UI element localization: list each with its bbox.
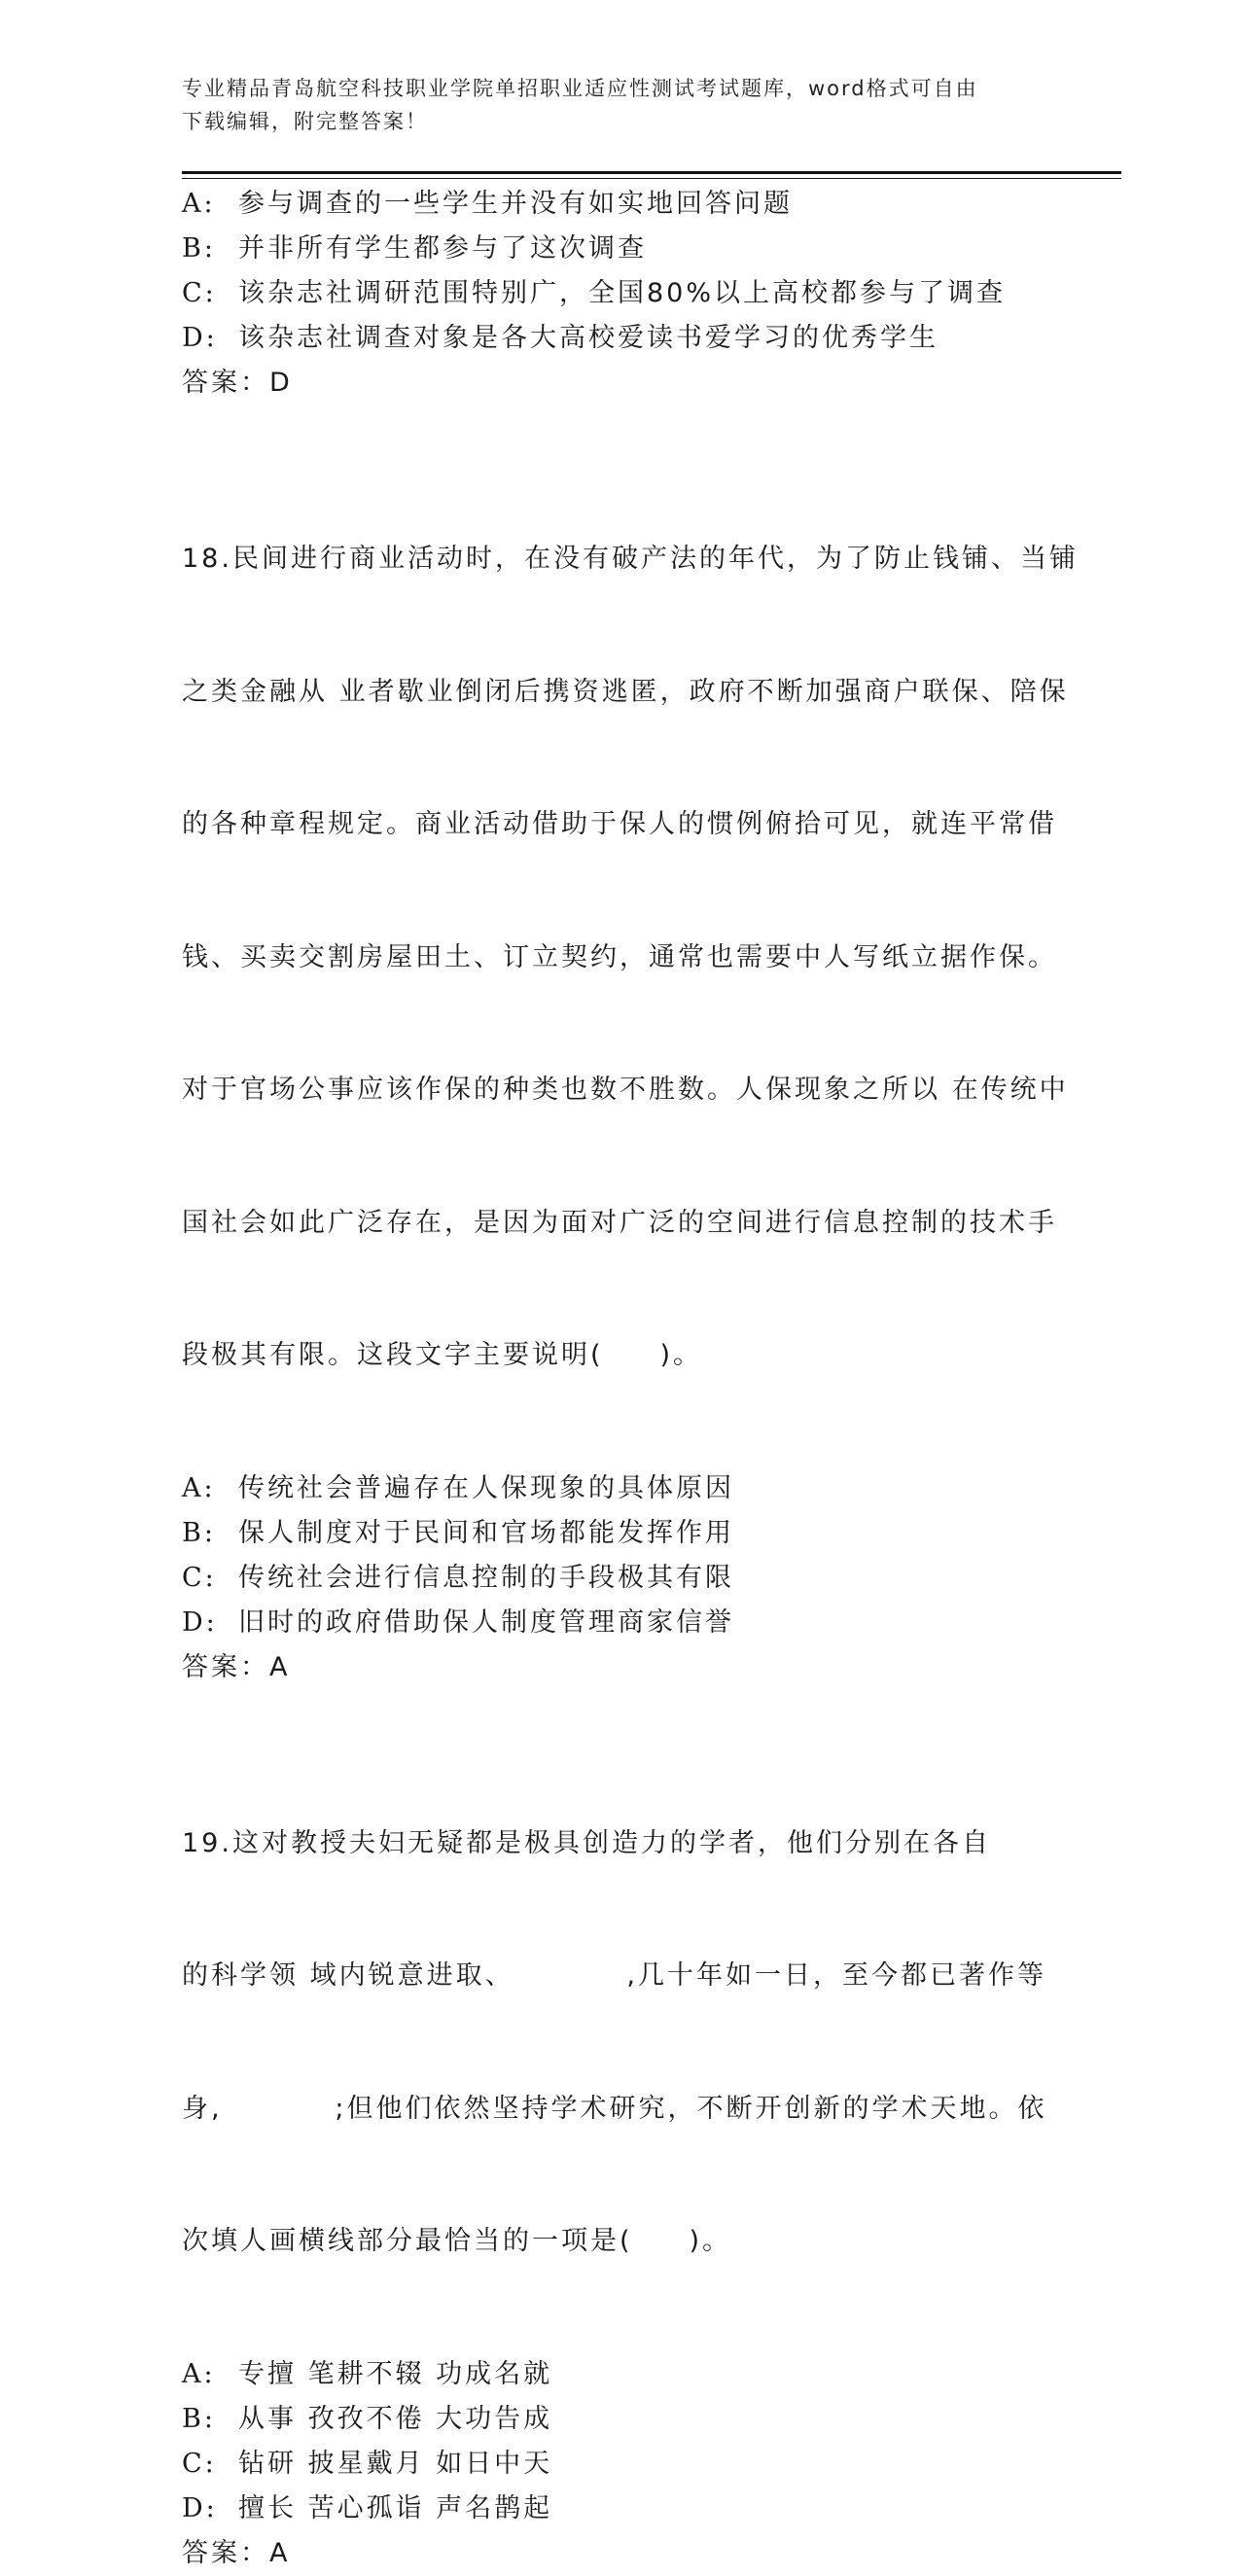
question-stem bbox=[182, 1733, 1057, 2352]
option-letter: B: bbox=[182, 2403, 216, 2434]
option-b bbox=[182, 1511, 1057, 1556]
option-text: 专擅 笔耕不辍 功成名就 bbox=[238, 2358, 553, 2389]
question-19 bbox=[182, 1733, 1057, 2576]
question-17 bbox=[182, 182, 1057, 406]
option-letter: A: bbox=[182, 189, 216, 219]
stem-line: 钱、买卖交割房屋田土、订立契约，通常也需要中人写纸立据作保。 bbox=[182, 941, 1057, 972]
answer-line: 答案：A bbox=[182, 2537, 291, 2568]
option-d bbox=[182, 2487, 1057, 2531]
stem-line: 国社会如此广泛存在，是因为面对广泛的空间进行信息控制的技术手 bbox=[182, 1207, 1057, 1238]
option-letter: A: bbox=[182, 1472, 216, 1503]
option-c bbox=[182, 271, 1057, 316]
stem-line: 身, ;但他们依然坚持学术研究，不断开创新的学术天地。依 bbox=[182, 2093, 1047, 2124]
option-letter: D: bbox=[182, 1606, 218, 1638]
option-letter: D: bbox=[182, 2492, 218, 2523]
stem-line: 之类金融从 业者歇业倒闭后携资逃匿，政府不断加强商户联保、陪保 bbox=[182, 676, 1069, 707]
option-text: 保人制度对于民间和官场都能发挥作用 bbox=[238, 1517, 734, 1548]
option-d bbox=[182, 316, 1057, 361]
spacer bbox=[182, 406, 1057, 448]
option-letter: C: bbox=[182, 1562, 217, 1593]
stem-line: 次填人画横线部分最恰当的一项是( )。 bbox=[182, 2226, 731, 2256]
header-rule-thin bbox=[182, 178, 1121, 179]
stem-line: 段极其有限。这段文字主要说明( )。 bbox=[182, 1340, 702, 1370]
option-a bbox=[182, 2352, 1057, 2397]
page-header bbox=[182, 72, 1057, 138]
option-b bbox=[182, 227, 1057, 271]
header-line-2: 下载编辑，附完整答案！ bbox=[182, 110, 428, 133]
option-text: 传统社会普遍存在人保现象的具体原因 bbox=[238, 1472, 734, 1503]
option-text: 擅长 苦心孤诣 声名鹊起 bbox=[238, 2492, 553, 2523]
option-b bbox=[182, 2397, 1057, 2442]
header-rule-thick bbox=[182, 171, 1121, 174]
option-text: 并非所有学生都参与了这次调查 bbox=[238, 233, 647, 264]
stem-line: 18.民间进行商业活动时，在没有破产法的年代，为了防止钱铺、当铺 bbox=[182, 544, 1079, 574]
option-letter: C: bbox=[182, 2448, 217, 2479]
stem-line: 19.这对教授夫妇无疑都是极具创造力的学者，他们分别在各自 bbox=[182, 1827, 991, 1858]
answer-line: 答案：A bbox=[182, 1651, 291, 1682]
stem-line: 的各种章程规定。商业活动借助于保人的惯例俯拾可见，就连平常借 bbox=[182, 809, 1057, 839]
stem-line: 对于官场公事应该作保的种类也数不胜数。人保现象之所以 在传统中 bbox=[182, 1075, 1069, 1105]
option-text: 钻研 披星戴月 如日中天 bbox=[238, 2448, 553, 2479]
option-text: 该杂志社调查对象是各大高校爱读书爱学习的优秀学生 bbox=[238, 323, 939, 353]
question-18 bbox=[182, 448, 1079, 1690]
question-stem bbox=[182, 448, 1079, 1466]
option-a bbox=[182, 182, 1057, 227]
option-text: 该杂志社调研范围特别广，全国80%以上高校都参与了调查 bbox=[238, 278, 1007, 308]
option-letter: A: bbox=[182, 2358, 216, 2389]
option-c bbox=[182, 1556, 1057, 1601]
option-text: 参与调查的一些学生并没有如实地回答问题 bbox=[238, 189, 793, 219]
option-letter: B: bbox=[182, 1517, 216, 1548]
option-letter: D: bbox=[182, 323, 218, 353]
option-a bbox=[182, 1466, 1057, 1511]
option-letter: B: bbox=[182, 233, 216, 264]
option-text: 传统社会进行信息控制的手段极其有限 bbox=[238, 1562, 734, 1593]
option-text: 旧时的政府借助保人制度管理商家信誉 bbox=[238, 1606, 734, 1638]
option-d bbox=[182, 1601, 1057, 1645]
stem-line: 的科学领 域内锐意进取、 ,几十年如一日，至今都已著作等 bbox=[182, 1960, 1046, 1991]
document-body bbox=[182, 182, 1079, 2576]
answer-line: 答案：D bbox=[182, 368, 293, 398]
option-text: 从事 孜孜不倦 大功告成 bbox=[238, 2403, 553, 2434]
spacer bbox=[182, 1690, 1057, 1733]
option-letter: C: bbox=[182, 278, 217, 308]
header-line-1: 专业精品青岛航空科技职业学院单招职业适应性测试考试题库，word格式可自由 bbox=[182, 77, 978, 100]
option-c bbox=[182, 2442, 1057, 2487]
